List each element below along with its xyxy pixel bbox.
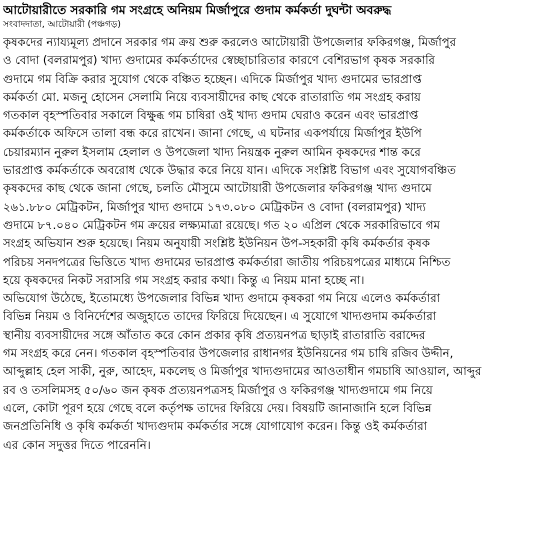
body-line: অভিযোগ উঠেছে, ইতোমধ্যে উপজেলার বিভিন্ন খাদ্য গুদামে কৃষকরা গম নিয়ে এলেও কর্মকর্তারা xyxy=(3,291,440,306)
body-line: রব ও তসলিমসহ ৫০/৬০ জন কৃষক প্রত্যয়নপত্রসহ মির্জাপুর ও ফকিরগঞ্জ খাদ্যগুদামে গম নিয়ে xyxy=(3,382,433,397)
body-line: স্থানীয় ব্যবসায়ীদের সঙ্গে আঁতাত করে কোন প্রকার কৃষি প্রত্যয়নপত্র ছাড়াই রাতারাতি বরাদ্দের xyxy=(3,327,426,342)
body-line: কর্মকর্তাকে অফিসে তালা বন্ধ করে রাখেন। জানা গেছে, এ ঘটনার একপর্যায়ে মির্জাপুর ইউপি xyxy=(3,126,422,141)
body-line: ভারপ্রাপ্ত কর্মকর্তাকে অবরোধ থেকে উদ্ধার করে নিয়ে যান। এদিকে সংশ্লিষ্ট বিভাগ এবং সুযোগবঞ্চিত xyxy=(3,163,456,178)
body-line: কর্মকর্তা মো. মজনু হোসেন সেলামি নিয়ে ব্যবসায়ীদের কাছ থেকে রাতারাতি গম সংগ্রহ করায় xyxy=(3,89,421,104)
body-line: হয়ে কৃষকদের নিকট সরাসরি গম সংগ্রহ করার কথা। কিন্তু এ নিয়ম মানা হচ্ছে না। xyxy=(3,272,365,287)
body-line: ও বোদা (বলরামপুর) খাদ্য গুদামের কর্মকর্তাদের স্বেচ্ছাচারিতার কারণে বেশিরভাগ কৃষক সরকারি xyxy=(3,53,435,68)
body-line: কৃষকদের ন্যায্যমূল্য প্রদানে সরকার গম ক্রয় শুরু করলেও আটোয়ারী উপজেলার ফকিরগঞ্জ, মির্জাপুর xyxy=(3,35,456,49)
body-line: গুদামে গম বিক্রি করার সুযোগ থেকে বঞ্চিত হচ্ছেন। এদিকে মির্জাপুর খাদ্য গুদামের ভারপ্রাপ্ত xyxy=(3,71,422,86)
body-line: আব্দুল্লাহ হেল সাকী, নুরু, আহেদ, মকলেছ ও মির্জাপুর খাদ্যগুদামের আওতাধীন গমচাষি আওয়াল, আব্দুর xyxy=(3,364,482,379)
body-line: পরিচয় সনদপত্রের ভিত্তিতে খাদ্য গুদামের ভারপ্রাপ্ত কর্মকর্তারা জাতীয় পরিচয়পত্রের মাধ্যমে নিশ্চিত xyxy=(3,254,451,269)
body-line: জনপ্রতিনিধি ও কৃষি কর্মকর্তা খাদ্যগুদাম কর্মকর্তার সঙ্গে যোগাযোগ করেন। কিন্তু ওই কর্মকর্তারা xyxy=(3,419,427,434)
body-line: চেয়ারম্যান নুরুল ইসলাম হেলাল ও উপজেলা খাদ্য নিয়ন্ত্রক নুরুল আমিন কৃষকদের শান্ত করে xyxy=(3,144,421,159)
body-line: এর কোন সদুত্তর দিতে পারেননি। xyxy=(3,437,151,452)
article-dateline: সংবাদদাতা, আটোয়ারী (পঞ্চগড়) xyxy=(3,20,121,30)
body-line: এলে, কোটা পূরণ হয়ে গেছে বলে কর্তৃপক্ষ তাদের ফিরিয়ে দেয়। বিষয়টি জানাজানি হলে বিভিন্ন xyxy=(3,400,432,415)
body-line: গম সংগ্রহ করে নেন। গতকাল বৃহস্পতিবার উপজেলার রাধানগর ইউনিয়নের গম চাষি রজিব উদ্দীন, xyxy=(3,346,454,361)
body-line: বিভিন্ন নিয়ম ও বিনির্দেশের অজুহাতে তাদের ফিরিয়ে দিয়েছেন। এ সুযোগে খাদ্যগুদাম কর্মকর্তারা xyxy=(3,309,437,324)
body-line: ২৬১.৮৮০ মেট্রিকটন, মির্জাপুর খাদ্য গুদামে ১৭৩.০৮০ মেট্রিকটন ও বোদা (বলরামপুর) খাদ্য xyxy=(3,199,426,214)
article-headline: আটোয়ারীতে সরকারি গম সংগ্রহে অনিয়ম মির্জাপুরে গুদাম কর্মকর্তা দুঘন্টা অবরুদ্ধ xyxy=(3,3,392,17)
body-line: গুদামে ৮৭.০৪০ মেট্রিকটন গম ক্রয়ের লক্ষ্যমাত্রা রয়েছে। গত ২০ এপ্রিল থেকে সরকারিভাবে গম xyxy=(3,217,440,232)
article-body xyxy=(3,33,531,454)
body-line: সংগ্রহ অভিযান শুরু হয়েছে। নিয়ম অনুযায়ী সংশ্লিষ্ট ইউনিয়ন উপ-সহকারী কৃষি কর্মকর্তার কৃষক xyxy=(3,236,430,251)
body-line: কৃষকদের কাছ থেকে জানা গেছে, চলতি মৌসুমে আটোয়ারী উপজেলার ফকিরগঞ্জ খাদ্য গুদামে xyxy=(3,181,432,196)
body-line: গতকাল বৃহস্পতিবার সকালে বিক্ষুব্ধ গম চাষিরা ওই খাদ্য গুদাম ঘেরাও করেন এবং ভারপ্রাপ্ত xyxy=(3,108,419,123)
